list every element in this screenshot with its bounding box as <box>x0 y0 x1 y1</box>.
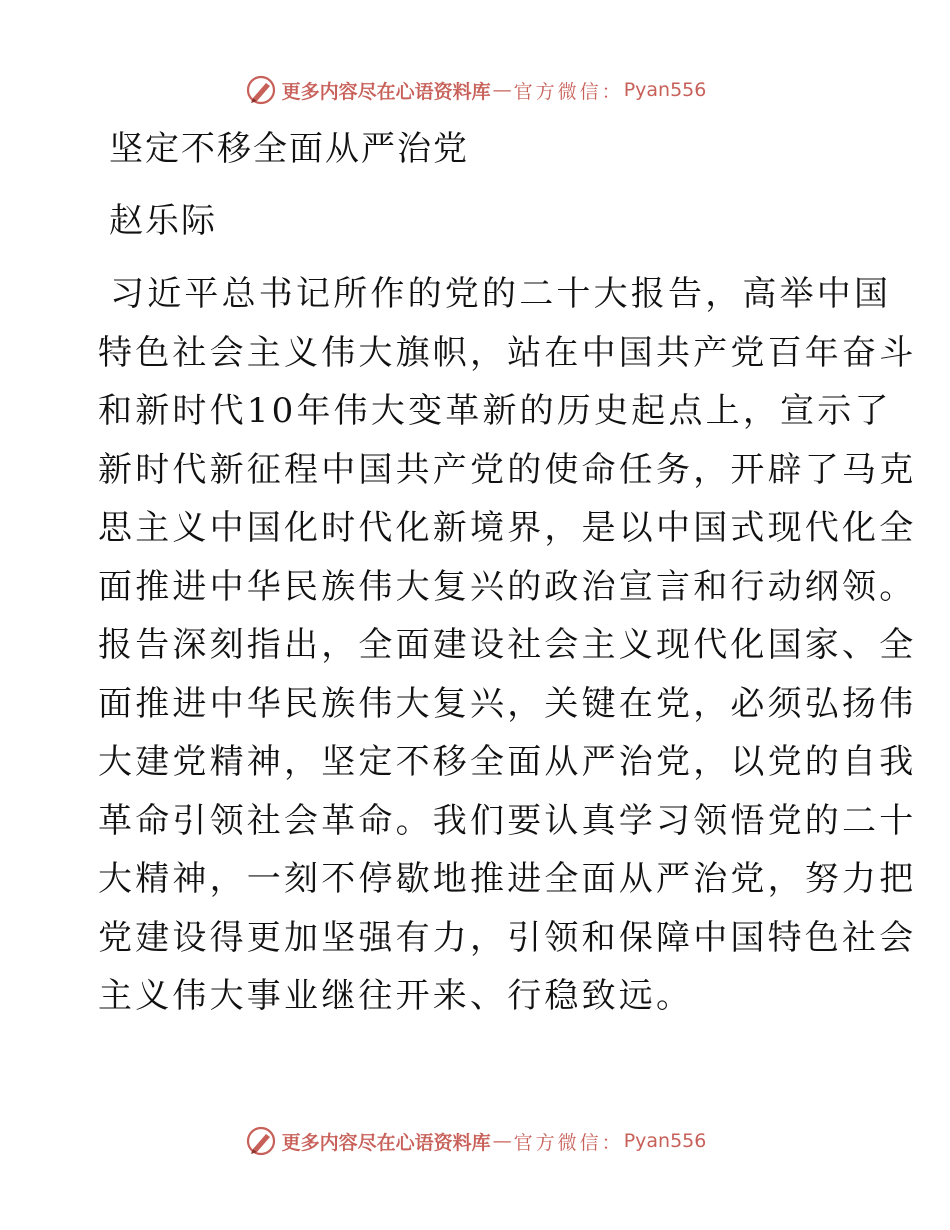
body-line: 大精神，一刻不停歇地推进全面从严治党，努力把 <box>98 859 917 899</box>
header-watermark <box>0 70 950 110</box>
document-author: 赵乐际 <box>109 201 217 241</box>
watermark-site-text: 更多内容尽在心语资料库 <box>281 1131 491 1154</box>
body-line: 思主义中国化时代化新境界，是以中国式现代化全 <box>98 508 917 548</box>
body-line: 习近平总书记所作的党的二十大报告，高举中国 <box>110 274 892 314</box>
body-line: 特色社会主义伟大旗帜，站在中国共产党百年奋斗 <box>98 332 917 373</box>
body-line: 党建设得更加坚强有力，引领和保障中国特色社会 <box>98 917 917 958</box>
body-paragraph <box>98 271 917 1032</box>
pen-logo-icon <box>244 1124 278 1158</box>
body-line: 和新时代10年伟大变革新的历史起点上，宣示了 <box>98 391 892 431</box>
watermark-dash: — <box>492 1130 512 1152</box>
footer-watermark <box>0 1121 950 1161</box>
body-line: 面推进中华民族伟大复兴，关键在党，必须弘扬伟 <box>98 683 917 724</box>
watermark-dash: — <box>492 79 512 101</box>
body-line: 面推进中华民族伟大复兴的政治宣言和行动纲领。 <box>98 566 917 607</box>
body-line: 主义伟大事业继往开来、行稳致远。 <box>98 976 694 1016</box>
body-line: 新时代新征程中国共产党的使命任务，开辟了马克 <box>98 449 917 490</box>
body-line: 报告深刻指出，全面建设社会主义现代化国家、全 <box>98 625 917 665</box>
watermark-site-text: 更多内容尽在心语资料库 <box>281 80 491 103</box>
pen-logo-icon <box>244 73 278 107</box>
body-line: 大建党精神，坚定不移全面从严治党，以党的自我 <box>98 742 917 782</box>
watermark-label: 官方微信： <box>513 1131 624 1154</box>
watermark-wechat-id: Pyan556 <box>623 79 707 101</box>
document-title: 坚定不移全面从严治党 <box>109 129 469 169</box>
body-line: 革命引领社会革命。我们要认真学习领悟党的二十 <box>98 800 917 841</box>
watermark-wechat-id: Pyan556 <box>623 1130 707 1152</box>
watermark-label: 官方微信： <box>513 80 624 103</box>
